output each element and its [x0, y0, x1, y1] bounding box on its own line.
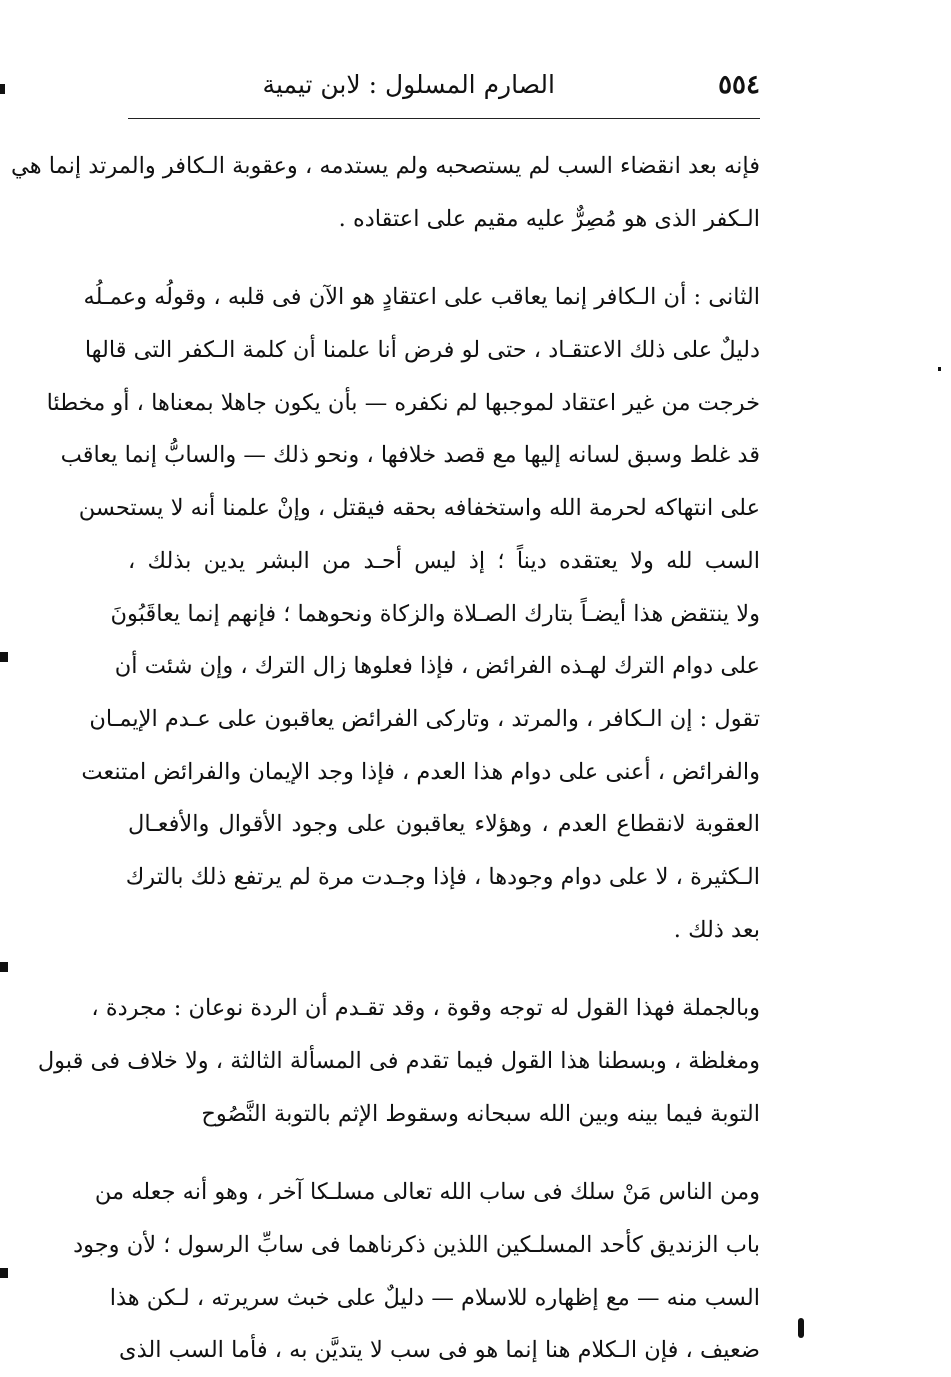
text-line: وبالجملة فهذا القول له توجه وقوة ، وقد تقـدم أن الردة نوعان : مجردة ، [91, 995, 760, 1022]
text-line: السب منه — مع إظهاره للاسلام — دليلٌ على خبث سريرته ، لـكن هذا [109, 1284, 760, 1311]
text-line: على دوام الترك لهـذه الفرائض ، فإذا فعلوها زال الترك ، وإن شئت أن [114, 653, 760, 680]
paragraph-3 [37, 982, 760, 1140]
paragraph-1 [10, 140, 760, 245]
text-line: والفرائض ، أعنى على دوام هذا العدم ، فإذا وجد الإيمان والفرائض امتنعت [81, 758, 760, 785]
text-line: الـكفر الذى هو مُصِرٌّ عليه مقيم على اعتقاده . [338, 205, 760, 232]
text-line: دليلٌ على ذلك الاعتقـاد ، حتى لو فرض أنا علمنا أن كلمة الـكفر التى قالها [84, 337, 760, 364]
page-header [128, 66, 760, 106]
text-line: قد غلط وسبق لسانه إليها مع قصد خلافها ، ونحو ذلك — والسابُّ إنما يعاقب [60, 442, 760, 469]
text-line: على انتهاكه لحرمة الله واستخفافه بحقه فيقتل ، وإنْ علمنا أنه لا يستحسن [78, 495, 760, 522]
header-rule [128, 118, 760, 119]
scan-mark [938, 367, 941, 371]
paragraph-4 [73, 1166, 760, 1377]
text-line: ومن الناس مَنْ سلك فى ساب الله تعالى مسلـكا آخر ، وهو أنه جعله من [94, 1179, 760, 1206]
text-line: ولا ينتقض هذا أيضـاً بتارك الصـلاة والزكاة ونحوهما ؛ فإنهم إنما يعاقَبُونَ [110, 600, 760, 627]
paragraph-2 [46, 271, 760, 956]
text-line: بعد ذلك . [673, 916, 760, 943]
page-body [10, 140, 760, 1377]
scan-mark [0, 1268, 8, 1278]
text-line: العقوبة لانقطاع العدم ، وهؤلاء يعاقبون على وجود الأقوال والأفعـال [128, 811, 760, 838]
text-line: خرجت من غير اعتقاد لموجبها لم نكفره — بأن يكون جاهلا بمعناها ، أو مخطئا [46, 389, 760, 416]
text-line: تقول : إن الـكافر ، والمرتد ، وتاركى الفرائض يعاقبون على عـدم الإيمـان [89, 705, 760, 732]
text-line: فإنه بعد انقضاء السب لم يستصحبه ولم يستدمه ، وعقوبة الـكافر والمرتد إنما هي [10, 153, 760, 179]
text-line: باب الزنديق كأحد المسلـكين اللذين ذكرناهما فى سابِّ الرسول ؛ لأن وجود [73, 1232, 760, 1259]
scan-mark [0, 962, 8, 972]
scan-mark [0, 84, 5, 94]
page-number: ٥٥٤ [718, 70, 760, 100]
text-line: ومغلظة ، وبسطنا هذا القول فيما تقدم فى المسألة الثالثة ، ولا خلاف فى قبول [37, 1048, 760, 1074]
text-line: الـكثيرة ، لا على دوام وجودها ، فإذا وجـدت مرة لم يرتفع ذلك بالترك [125, 863, 760, 890]
scan-mark [0, 652, 8, 662]
text-line: ضعيف ، فإن الـكلام هنا إنما هو فى سب لا يتديَّن به ، فأما السب الذى [118, 1337, 760, 1364]
text-line: الثانى : أن الـكافر إنما يعاقب على اعتقادٍ هو الآن فى قلبه ، وقولُه وعمـلُه [83, 284, 760, 311]
running-title: الصارم المسلول : لابن تيمية [262, 70, 555, 99]
text-line: التوبة فيما بينه وبين الله سبحانه وسقوط الإثم بالتوبة النَّصُوح [201, 1100, 760, 1127]
text-line: السب لله ولا يعتقده ديناً ؛ إذ ليس أحـد من البشر يدين بذلك ، [128, 547, 760, 574]
scan-mark [798, 1318, 804, 1338]
